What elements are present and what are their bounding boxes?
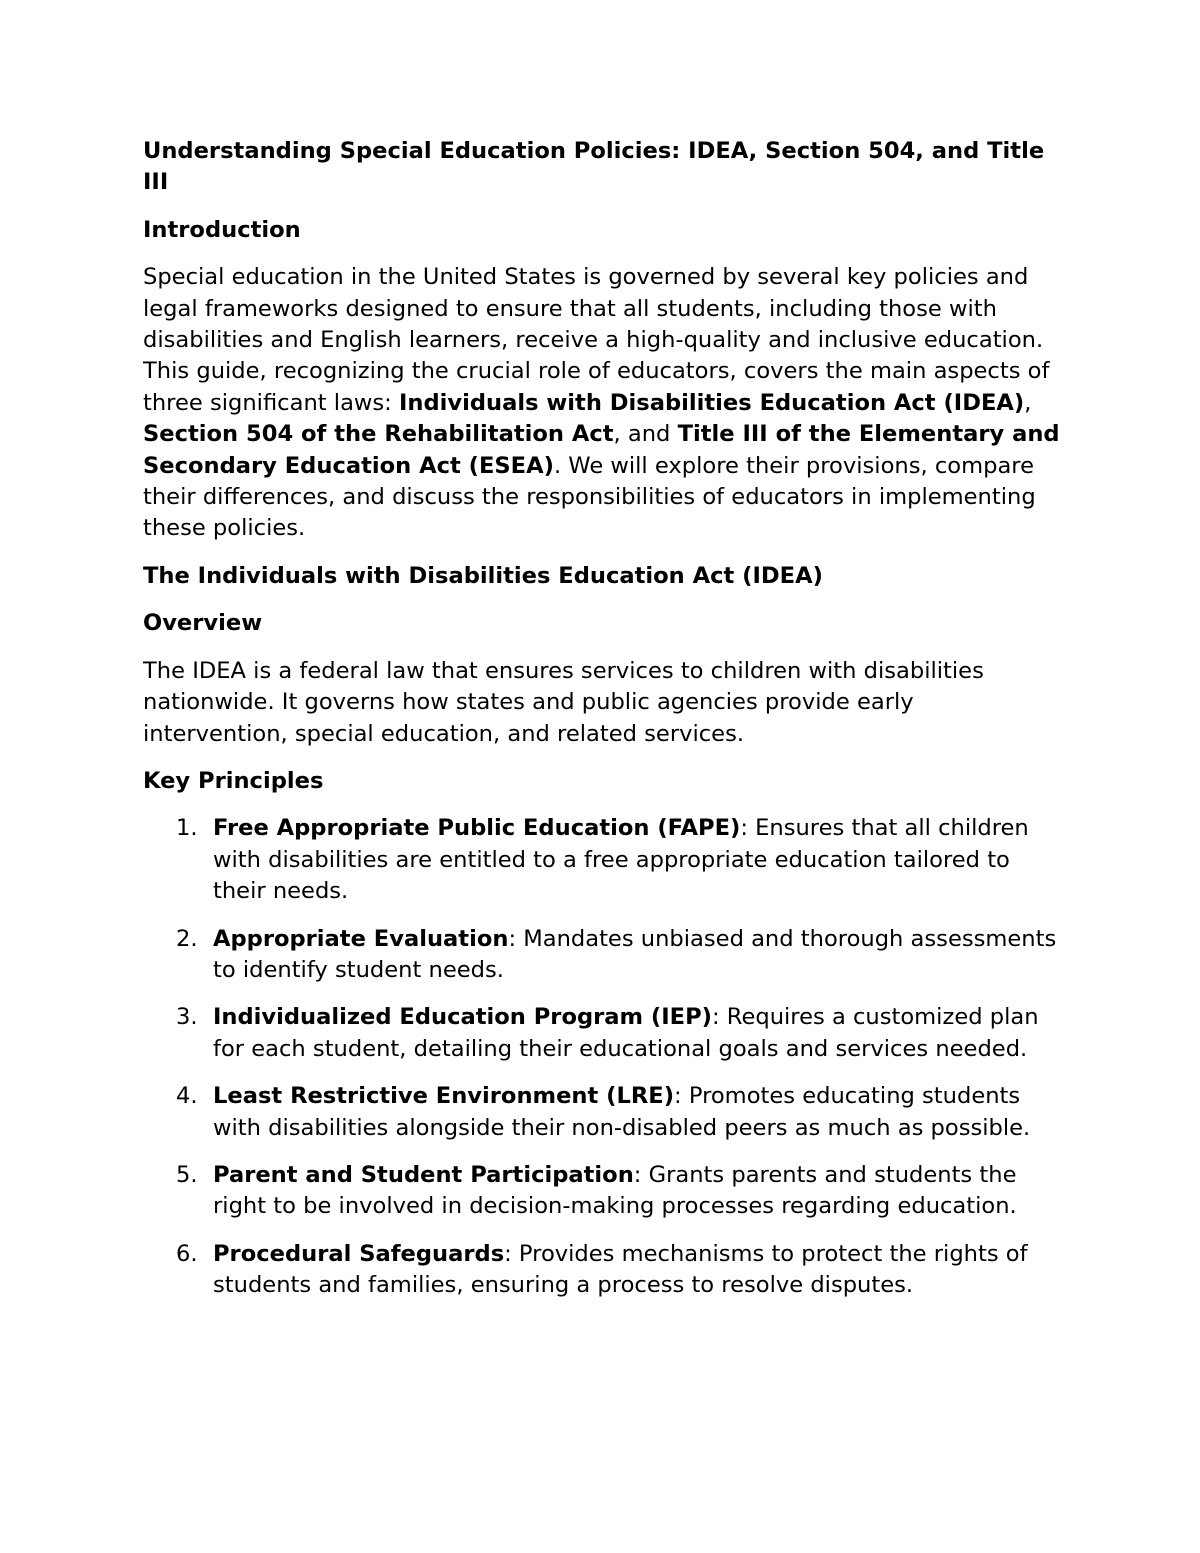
list-item-number: 5. [176, 1161, 198, 1188]
list-item-description: : Grants parents and students the right to be involved in decision-making processes regarding education. [213, 1161, 1017, 1220]
key-principles-heading: Key Principles [143, 767, 324, 794]
list-item-description: : Promotes educating students with disabilities alongside their non-disabled peers as much as possible. [213, 1083, 1031, 1141]
list-item [143, 1002, 1063, 1065]
list-item-term: Parent and Student Participation [213, 1161, 634, 1188]
intro-text-2: . We will explore their provisions, compare their differences, and discuss the responsibilities of educators in implementing these policies. [143, 452, 1036, 542]
list-item-number: 6. [176, 1240, 198, 1267]
document-title: Understanding Special Education Policies: IDEA, Section 504, and Title III [143, 138, 1045, 196]
list-item [143, 813, 1063, 907]
list-item-description: : Requires a customized plan for each student, detailing their educational goals and services needed. [213, 1004, 1039, 1062]
list-item-description: : Ensures that all children with disabilities are entitled to a free appropriate education tailored to their needs. [213, 815, 1029, 905]
list-item-number: 2. [176, 925, 198, 952]
intro-separator-2: , and [613, 421, 678, 448]
list-item-description: : Mandates unbiased and thorough assessments to identify student needs. [213, 925, 1057, 983]
key-principles-list [143, 813, 1063, 1301]
law-idea: Individuals with Disabilities Education Act (IDEA) [398, 389, 1025, 416]
list-item [143, 1081, 1063, 1144]
introduction-paragraph [143, 262, 1063, 545]
overview-paragraph: The IDEA is a federal law that ensures services to children with disabilities nationwide. It governs how states and public agencies provide early intervention, special education, and related services. [143, 657, 984, 747]
list-item-number: 4. [176, 1083, 198, 1110]
document-page [143, 136, 1063, 1318]
list-item-term: Free Appropriate Public Education (FAPE) [213, 815, 741, 842]
list-item-term: Individualized Education Program (IEP) [213, 1004, 712, 1031]
list-item-description: : Provides mechanisms to protect the rights of students and families, ensuring a process to resolve disputes. [213, 1240, 1028, 1299]
intro-separator-1: , [1024, 389, 1032, 416]
list-item-number: 1. [176, 815, 198, 842]
law-title-iii: Title III of the Elementary and Secondary Education Act (ESEA) [143, 421, 1060, 479]
law-section-504: Section 504 of the Rehabilitation Act [143, 421, 614, 448]
list-item-number: 3. [176, 1004, 198, 1031]
list-item [143, 924, 1063, 987]
list-item-term: Least Restrictive Environment (LRE) [213, 1083, 675, 1110]
overview-heading: Overview [143, 610, 263, 637]
list-item-term: Appropriate Evaluation [213, 925, 509, 952]
list-item [143, 1160, 1063, 1223]
idea-section-heading: The Individuals with Disabilities Education Act (IDEA) [143, 562, 823, 589]
list-item-term: Procedural Safeguards [213, 1240, 505, 1267]
intro-text-1: Special education in the United States is governed by several key policies and legal frameworks designed to ensure that all students, including those with disabilities and English learners, receive a high-quality and inclusive education. This guide, recognizing the crucial role of educators, covers the main aspects of three significant laws: [143, 264, 1050, 416]
list-item [143, 1239, 1063, 1302]
introduction-heading: Introduction [143, 216, 301, 243]
